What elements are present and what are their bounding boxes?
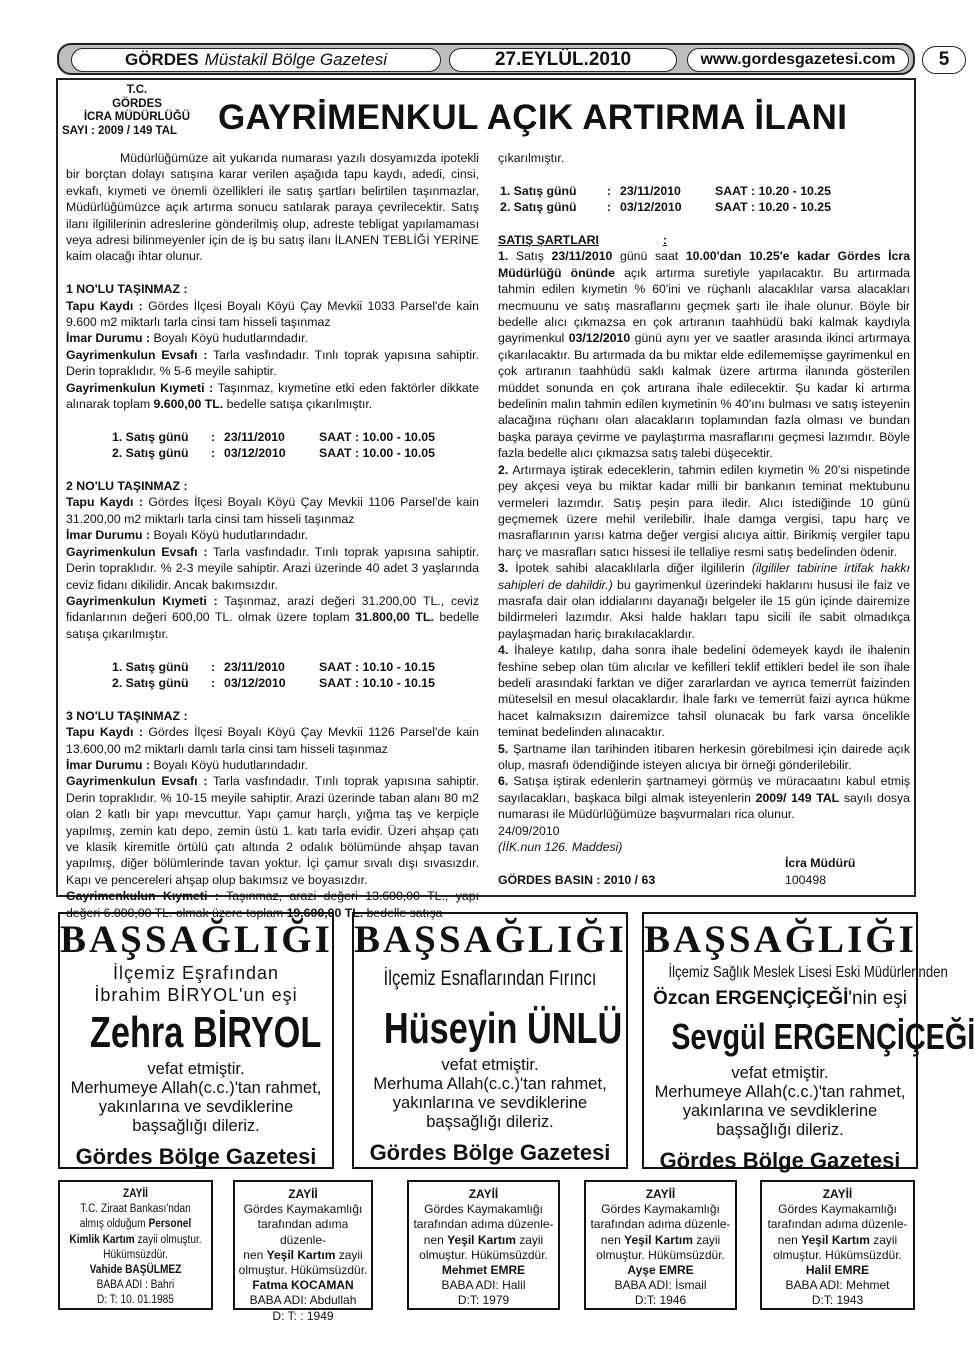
- condition-4: 4. İhaleye katılıp, daha sonra ihale bedelini ödemeyek kaydı ile ihalenin feshine sebep olan tüm alıcılar ve kefilleri teklif ettikleri bedel ile son ihale bedeli arasındaki farktan ve diğer zararlardan ve ayrıca temerrüt faizinden müteselsil en mesul olacaklardır. İhale farkı ve temerrüt faizi ayrıca hükme hacet kalmaksızın dairemizce tahsil olunacak bu fark varsa öncelikle teminat bedelinden alınacaktır.: [498, 643, 910, 740]
- lost-notice: [760, 1180, 915, 1310]
- lost-line: Gördes Kaymakamlığı: [778, 1202, 897, 1217]
- file-number: SAYI : 2009 / 149 TAL: [62, 124, 178, 137]
- condolence-box: [642, 912, 975, 1173]
- notice-left-column: [66, 150, 479, 921]
- lost-birth-date: D: T: 10. 01.1985: [97, 1294, 174, 1307]
- sale-date-row: 1. Satış günü : 23/11/2010 SAAT : 10.20 - 10.25: [500, 183, 831, 198]
- lost-father-name: BABA ADI: Halil: [441, 1278, 526, 1293]
- lost-line: Kimlik Kartım zayii olmuştur.: [69, 1233, 202, 1246]
- deceased-name: Hüseyin ÜNLÜ: [383, 1004, 623, 1053]
- notice-title: GAYRİMENKUL AÇIK ARTIRMA İLANI: [218, 98, 848, 137]
- condolence-signature: Gördes Bölge Gazetesi: [369, 1140, 611, 1165]
- lost-notice: [584, 1180, 737, 1310]
- court-block: [62, 84, 212, 138]
- lost-father-name: BABA ADI: Mehmet: [785, 1278, 890, 1293]
- lost-title: ZAYİİ: [822, 1187, 853, 1201]
- lost-owner-name: Mehmet EMRE: [441, 1263, 526, 1278]
- notice-right-column: [498, 150, 910, 888]
- sale-date-row: 2. Satış günü : 03/12/2010 SAAT : 10.10 - 10.15: [112, 675, 435, 690]
- lost-line: Gördes Kaymakamlığı: [601, 1202, 720, 1217]
- lost-line: nen Yeşil Kartım zayii: [243, 1247, 363, 1262]
- condolence-box: [352, 912, 628, 1169]
- paper-subtitle: Müstakil Bölge Gazetesi: [204, 50, 388, 69]
- sale-date-row: 1. Satış günü : 23/11/2010 SAAT : 10.10 - 10.15: [112, 659, 435, 674]
- lost-line: tarafından adıma düzenle-: [257, 1217, 349, 1247]
- notice-date: 24/09/2010: [498, 823, 560, 838]
- law-reference: (İİK.nun 126. Maddesi): [498, 840, 623, 855]
- condition-2: 2. Artırmaya iştirak edeceklerin, tahmin edilen kıymetin % 20'si nispetinde pey akçesi veya bu miktar kadar milli bir bankanın teminat mektubunu vermeleri lazımdır. Satış peşin para iledir. Alıcı istediğinde 10 günü geçmemek üzere mehil verilebilir. İhale damga vergisi, tapu harç ve masraflarının yarısı katma değer vergisi alıcıya aittir. Birikmiş vergiler tapu harç ve masrafları satıcı hissesi ile tellaliye resmi satış bedelinden ödenir.: [498, 462, 910, 559]
- lost-notice: [58, 1180, 213, 1310]
- lost-line: nen Yeşil Kartım zayii: [600, 1232, 721, 1247]
- condolence-message: yakınlarına ve sevdiklerine: [682, 1102, 878, 1120]
- property-tapu: Tapu Kaydı : Gördes İlçesi Boyalı Köyü Çay Mevkii 1033 Parsel'de kain 9.600 m2 miktarlı tarla cinsi tam hisseli taşınmaz: [66, 298, 479, 330]
- lost-line: tarafından adıma düzenle-: [590, 1217, 731, 1232]
- lost-line: Gördes Kaymakamlığı: [243, 1202, 363, 1217]
- notice-footer: [498, 872, 910, 888]
- condition-6: 6. Satışa iştirak edenlerin şartnameyi görmüş ve müracaatını kabul etmiş sayılacakları, başkaca bilgi almak isteyenlerin 2009/ 149 TAL sayılı dosya numarası ile Müdürlüğümüze başvurmaları rica olunur.: [498, 774, 910, 822]
- lost-line: olmuştur. Hükümsüzdür.: [419, 1247, 548, 1262]
- page-number: 5: [922, 46, 966, 74]
- condolence-message: başsağlığı dileriz.: [716, 1121, 844, 1139]
- lost-father-name: BABA ADI: Abdullah: [249, 1293, 357, 1308]
- property-imar: İmar Durumu : Boyalı Köyü hudutlarındadır.: [66, 528, 308, 543]
- condolence-box: [58, 912, 334, 1169]
- condolence-title: BAŞSAĞLIĞI: [354, 918, 627, 961]
- sale-date-row: 2. Satış günü : 03/12/2010 SAAT : 10.00 - 10.05: [112, 446, 435, 461]
- lost-birth-date: D:T: 1946: [634, 1293, 687, 1308]
- condolence-message: vefat etmiştir.: [731, 1064, 829, 1082]
- condolence-message: Merhuma Allah(c.c.)'tan rahmet,: [373, 1075, 607, 1093]
- lost-title: ZAYİİ: [123, 1188, 148, 1200]
- condolence-message: vefat etmiştir.: [147, 1060, 245, 1078]
- condolence-line: İlçemiz Esnaflarından Fırıncı: [383, 967, 597, 990]
- lost-title: ZAYİİ: [645, 1187, 676, 1201]
- property-kiymet: Gayrimenkulun Kıymeti : Taşınmaz, kıymetine etki eden faktörler dikkate alınarak toplam 9.600,00 TL. bedelle satışa çıkarılmıştır.: [66, 380, 479, 412]
- lost-title: ZAYİİ: [288, 1187, 318, 1201]
- lost-line: almış olduğum Personel: [79, 1218, 192, 1231]
- deceased-name: Sevgül ERGENÇİÇEĞİ: [671, 1016, 975, 1057]
- condition-1: 1. Satış 23/11/2010 günü saat 10.00'dan 10.25'e kadar Gördes İcra Müdürlüğü önünde açık artırma suretiyle yapılacaktır. Bu artırmada tahmin edilen kıymetin % 60'ini ve rüçhanlı alacaklılar varsa alacakları mecmuunu ve satış masraflarını geçmek şartı ile ihale olunur. Böyle bir bedelle alıcı çıkmazsa en çok artıranın taahhüdü baki kalmak kaydıyla gayrimenkul 03/12/2010 günü aynı yer ve saatler arasında ikinci artırmaya çıkarılacaktır. Bu artırmada da bu miktar elde edilememişse gayrimenkul en çok artıranın taahhüdü saklı kalmak üzere artırma ilanında gösterilen müddet sonunda en çok artırana ihale edilecektir. Şu kadar ki artırma bedelinin malın tahmin edilen kıymetinin % 40'ını bulması ve satış isteyenin alacağına rüçhanı olan alacakların toplamından fazla olması ve bundan başka paraya çevirme ve paylaştırma masraflarını geçmesi lazımdır. Böyle fazla bedelle alıcı çıkmazsa satış talebi düşecektir.: [498, 249, 911, 461]
- property-tapu: Tapu Kaydı : Gördes İlçesi Boyalı Köyü Çay Mevkii 1126 Parsel'de kain 13.600,00 m2 miktarlı damlı tarla cinsi tam hisseli taşınmaz: [66, 725, 479, 756]
- property-evsaf: Gayrimenkulun Evsafı : Tarla vasfındadır. Tınlı toprak yapısına sahiptir. Derin topraklıdır. % 10-15 meyile sahiptir. Arazi üzerinde taban alanı 80 m2 olan 2 katlı bir yapı mevcuttur. Yapı çamur harçlı, yığma taş ve kerpiçle yapılmış, zemin katı depo, zemin üstü 1. katı tarla evidir. Üzeri ahşap çatı ve klasik kiremitle örtülü çatı altında 2 odalık bölümünde ahşap tavan yapılmış, diğer bölümlerinde tavan yoktur. İçi çamur sıvalı dışı sıvasızdır. Kapı ve pencereleri ahşap olup bakımsız ve boyasızdır.: [66, 774, 479, 887]
- lost-owner-name: Vahide BAŞÜLMEZ: [89, 1264, 182, 1277]
- condolence-line: İlçemiz Sağlık Meslek Lisesi Eski Müdürlerinden: [668, 964, 948, 981]
- lost-birth-date: D: T: : 1949: [272, 1308, 334, 1323]
- conditions-heading: SATIŞ ŞARTLARI :: [498, 233, 667, 247]
- deceased-name: Zehra BİRYOL: [89, 1008, 322, 1057]
- paper-name-pill: [71, 48, 441, 72]
- lost-line: tarafından adıma düzenle-: [413, 1217, 554, 1232]
- signature-title: İcra Müdürü: [785, 856, 856, 871]
- lost-birth-date: D:T: 1979: [457, 1293, 510, 1308]
- condolence-signature: Gördes Bölge Gazetesi: [75, 1144, 317, 1169]
- court-line: İCRA MÜDÜRLÜĞÜ: [83, 111, 191, 123]
- condolence-line: Özcan ERGENÇİÇEĞİ'nin eşi: [653, 988, 907, 1009]
- court-line: GÖRDES: [112, 97, 162, 110]
- paper-name: GÖRDES: [124, 50, 199, 69]
- property-heading: 3 NO'LU TAŞINMAZ :: [66, 708, 188, 723]
- condolence-title: BAŞSAĞLIĞI: [60, 918, 333, 961]
- property-kiymet: Gayrimenkulun Kıymeti : Taşınmaz, arazi değeri 31.200,00 TL., ceviz fidanlarının değeri 600,00 TL. olmak üzere toplam 31.800,00 TL. bedelle satışa çıkarılmıştır.: [66, 593, 480, 641]
- condolence-line: İbrahim BİRYOL'un eşi: [94, 985, 298, 1005]
- sale-date-row: 1. Satış günü : 23/11/2010 SAAT : 10.00 - 10.05: [112, 429, 435, 444]
- lost-line: olmuştur. Hükümsüzdür.: [238, 1263, 368, 1278]
- condolence-signature: Gördes Bölge Gazetesi: [659, 1148, 901, 1173]
- condolence-message: Merhumeye Allah(c.c.)'tan rahmet,: [654, 1083, 906, 1101]
- condition-5: 5. Şartname ilan tarihinden itibaren herkesin görebilmesi için dairede açık olup, masrafı ödendiğinde isteyen alıcıya bir örneği gönderilebilir.: [498, 741, 910, 772]
- lost-father-name: BABA ADI: İsmail: [614, 1278, 707, 1293]
- property-kiymet: Gayrimenkulun Kıymeti : Taşınmaz, arazi değeri 13.600,00 TL., yapı değeri 6.000,00 TL. olmak üzere toplam 19.600,00 TL. bedelle satışa: [66, 889, 479, 920]
- property-evsaf: Gayrimenkulun Evsafı : Tarla vasfındadır. Tınlı toprak yapısına sahiptir. Derin topraklıdır. % 5-6 meyile sahiptir.: [66, 347, 479, 379]
- property-evsaf: Gayrimenkulun Evsafı : Tarla vasfındadır. Tınlı toprak yapısına sahiptir. Derin topraklıdır. % 2-3 meyile sahiptir. Arazi üzerinde 40 adet 3 yaşlarında ceviz fidanı dikilidir. Ancak bakımsızdır.: [66, 544, 479, 592]
- page-header: [57, 43, 950, 75]
- sale-date-row: 2. Satış günü : 03/12/2010 SAAT : 10.20 - 10.25: [500, 200, 831, 215]
- condolence-message: yakınlarına ve sevdiklerine: [98, 1098, 294, 1116]
- lost-line: nen Yeşil Kartım zayii: [423, 1232, 544, 1247]
- lost-owner-name: Ayşe EMRE: [627, 1263, 694, 1278]
- press-number: GÖRDES BASIN : 2010 / 63: [498, 872, 656, 887]
- website: www.gordesgazetesi.com: [687, 48, 909, 72]
- lost-line: olmuştur. Hükümsüzdür.: [596, 1247, 725, 1262]
- lost-birth-date: D:T: 1943: [811, 1293, 864, 1308]
- property-imar: İmar Durumu : Boyalı Köyü hudutlarındadır.: [66, 757, 308, 772]
- lost-notice: [233, 1180, 373, 1323]
- continuation-text: çıkarılmıştır.: [498, 151, 565, 165]
- lost-line: tarafından adıma düzenle-: [767, 1217, 908, 1232]
- condolence-message: Merhumeye Allah(c.c.)'tan rahmet,: [70, 1079, 322, 1097]
- property-heading: 2 NO'LU TAŞINMAZ :: [66, 479, 188, 494]
- condolence-message: vefat etmiştir.: [441, 1056, 539, 1074]
- issue-date: 27.EYLÜL.2010: [449, 48, 677, 72]
- intro-paragraph: Müdürlüğümüze ait yukarıda numarası yazılı dosyamızda ipotekli bir borçtan dolayı satışına karar verilen aşağıda tapu kaydı, adedi, cinsi, evkafı, kıymeti ve önemli özellikleri ile satış şartları belirtilen taşınmazlar, Müdürlüğümüzce açık artırma sonucu satılarak paraya çevrilecektir. Satış ilanı ilgililerinin adreslerine gönderilmiş olup, adreste tebligat yapılamaması veya adresi bilinmeyenler için de iş bu satış ilanı İLANEN TEBLİĞİ YERİNE kaim olacağı ihtar olunur.: [66, 151, 479, 264]
- auction-notice: [56, 78, 916, 920]
- signature-number: 100498: [785, 872, 827, 887]
- lost-father-name: BABA ADI : Bahri: [96, 1279, 175, 1292]
- lost-line: T.C. Ziraat Bankası'ndan: [80, 1203, 191, 1216]
- condolence-message: başsağlığı dileriz.: [132, 1117, 260, 1135]
- property-imar: İmar Durumu : Boyalı Köyü hudutlarındadır.: [66, 331, 308, 346]
- lost-line: nen Yeşil Kartım zayii: [777, 1232, 898, 1247]
- condolence-message: yakınlarına ve sevdiklerine: [392, 1094, 588, 1112]
- condolence-title: BAŞSAĞLIĞI: [644, 918, 917, 961]
- condition-3: 3. İpotek sahibi alacaklılarla diğer ilgililerin (ilgililer tabirine irtifak hakkı sahipleri de dahildir.) bu gayrimenkul üzerindeki haklarını hususi ile faiz ve masrafa dair olan iddialarını dayanağı belgeler ile 15 gün içinde dairemize bildirmeleri lazımdır. Aksi halde hakları tapu sicili ile sabit olmadıkça paylaşmadan hariç bırakılacaklardır.: [498, 561, 910, 641]
- lost-line: olmuştur. Hükümsüzdür.: [773, 1247, 902, 1262]
- lost-line: Hükümsüzdür.: [103, 1248, 168, 1261]
- condolence-line: İlçemiz Eşrafından: [112, 963, 280, 983]
- lost-notice: [407, 1180, 560, 1310]
- lost-title: ZAYİİ: [468, 1187, 499, 1201]
- property-heading: 1 NO'LU TAŞINMAZ :: [66, 282, 188, 297]
- lost-owner-name: Fatma KOCAMAN: [252, 1278, 354, 1293]
- lost-line: Gördes Kaymakamlığı: [424, 1202, 543, 1217]
- condolence-message: başsağlığı dileriz.: [426, 1113, 554, 1131]
- property-tapu: Tapu Kaydı : Gördes İlçesi Boyalı Köyü Çay Mevkii 1106 Parsel'de kain 31.200,00 m2 miktarlı tarla cinsi tam hisseli taşınmaz: [66, 495, 479, 526]
- lost-owner-name: Halil EMRE: [805, 1263, 870, 1278]
- court-line: T.C.: [126, 84, 148, 96]
